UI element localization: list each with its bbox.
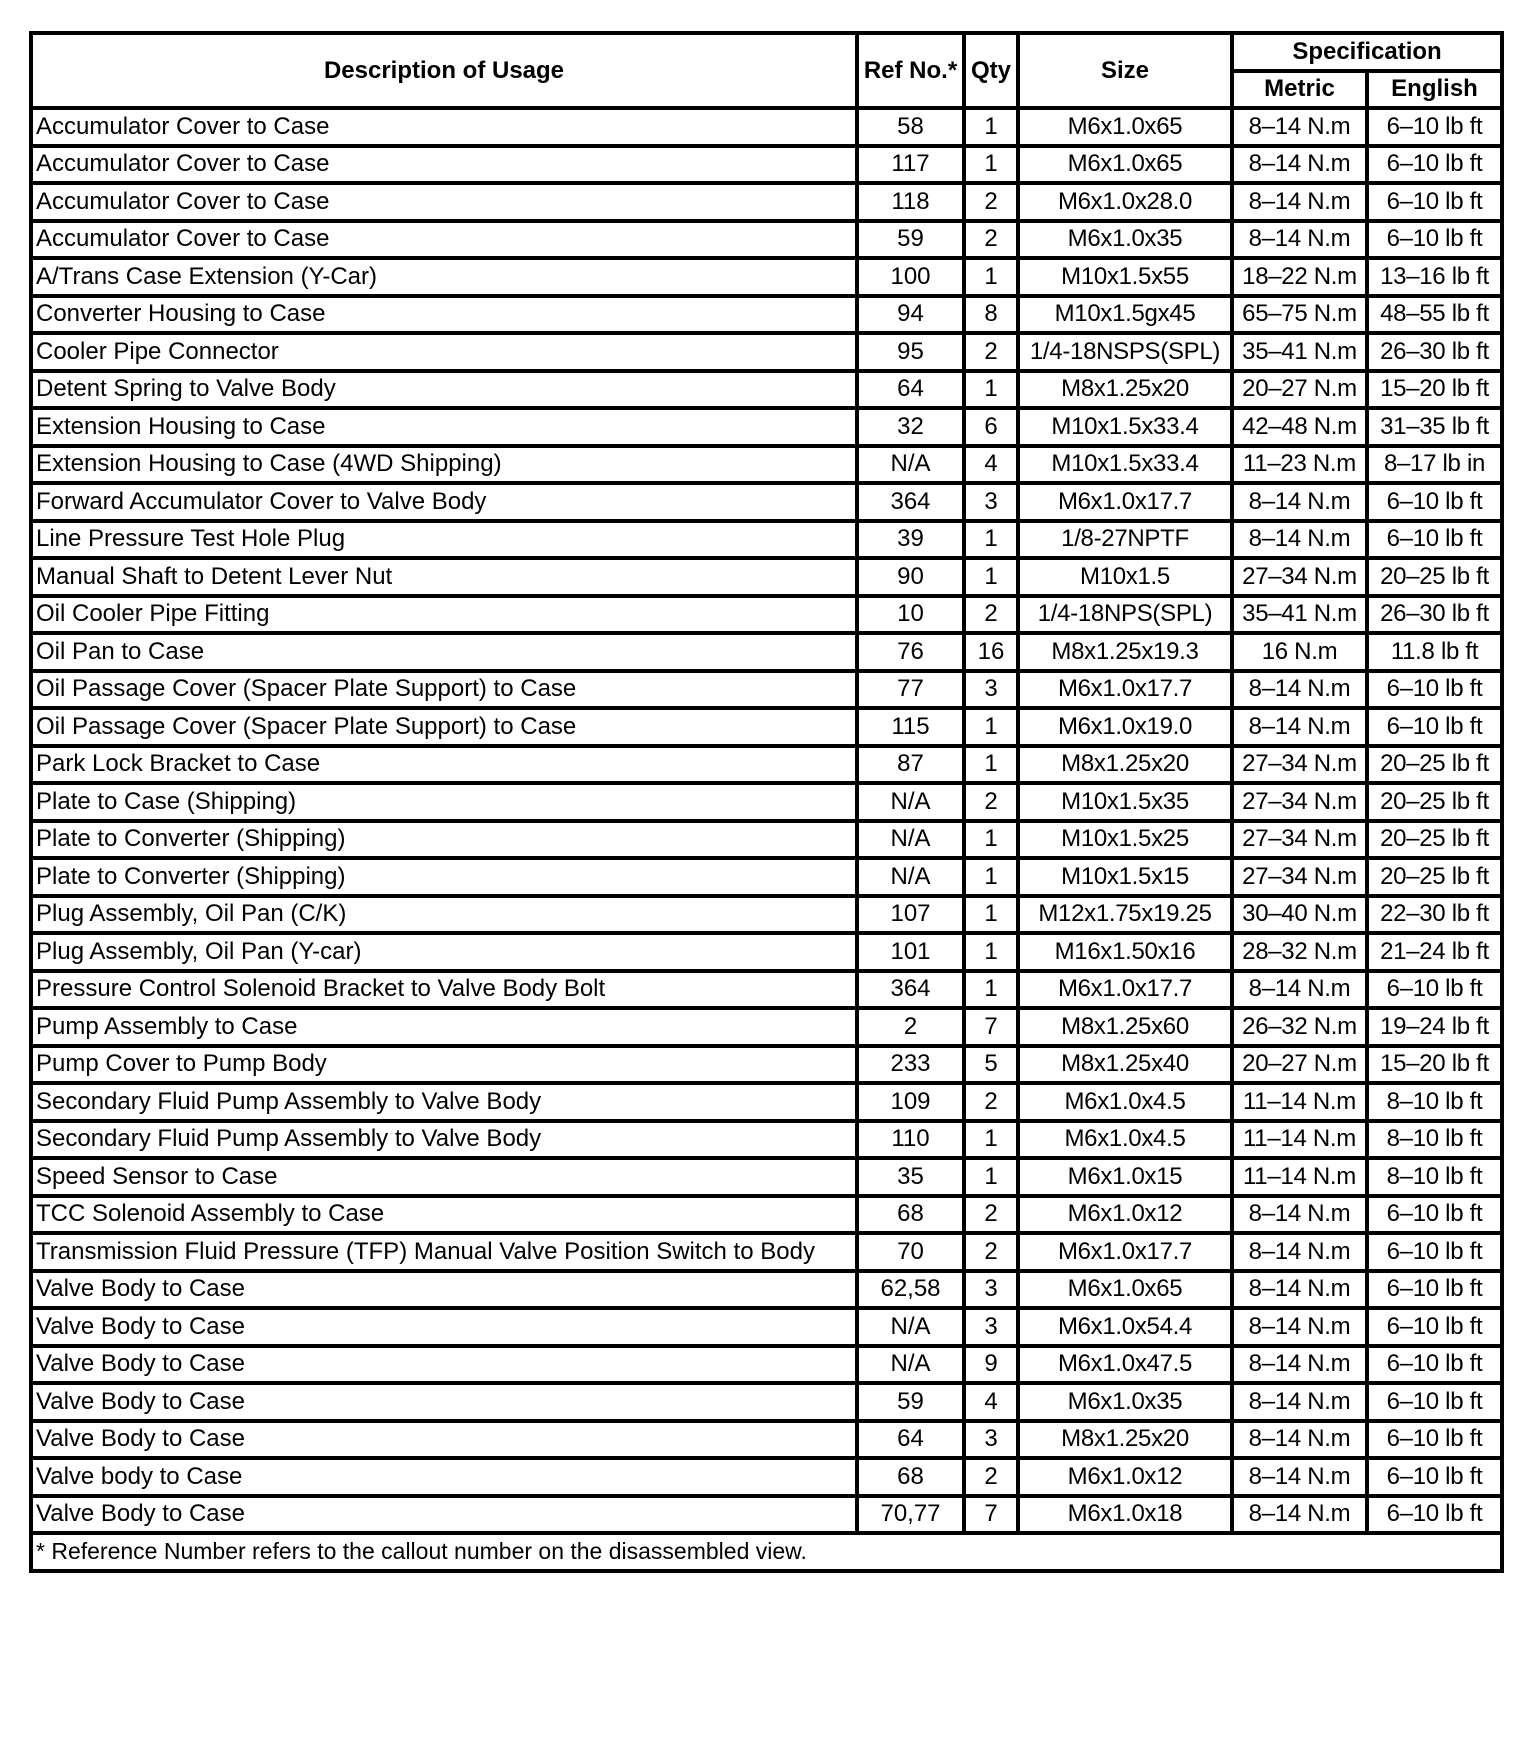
cell-description: Pump Cover to Pump Body	[31, 1046, 857, 1084]
table-row	[31, 1458, 1502, 1496]
cell-size: M8x1.25x20	[1018, 371, 1232, 409]
cell-size: M6x1.0x65	[1018, 146, 1232, 184]
cell-ref-no: 77	[857, 671, 964, 709]
cell-ref-no: 117	[857, 146, 964, 184]
cell-ref-no: 62,58	[857, 1271, 964, 1309]
cell-english: 26–30 lb ft	[1367, 596, 1502, 634]
cell-size: M10x1.5x33.4	[1018, 408, 1232, 446]
cell-metric: 8–14 N.m	[1232, 108, 1367, 146]
cell-english: 8–17 lb in	[1367, 446, 1502, 484]
cell-ref-no: N/A	[857, 1346, 964, 1384]
table-row	[31, 896, 1502, 934]
cell-size: M10x1.5gx45	[1018, 296, 1232, 334]
cell-ref-no: 59	[857, 1383, 964, 1421]
cell-ref-no: N/A	[857, 821, 964, 859]
table-row	[31, 1233, 1502, 1271]
cell-metric: 8–14 N.m	[1232, 1421, 1367, 1459]
table-row	[31, 1383, 1502, 1421]
cell-description: Secondary Fluid Pump Assembly to Valve Body	[31, 1121, 857, 1159]
cell-size: M10x1.5x55	[1018, 258, 1232, 296]
cell-qty: 1	[964, 258, 1018, 296]
cell-qty: 2	[964, 333, 1018, 371]
cell-description: Line Pressure Test Hole Plug	[31, 521, 857, 559]
cell-english: 8–10 lb ft	[1367, 1158, 1502, 1196]
cell-qty: 1	[964, 971, 1018, 1009]
cell-english: 19–24 lb ft	[1367, 1008, 1502, 1046]
cell-ref-no: 2	[857, 1008, 964, 1046]
cell-size: 1/8-27NPTF	[1018, 521, 1232, 559]
cell-ref-no: 87	[857, 746, 964, 784]
cell-metric: 8–14 N.m	[1232, 708, 1367, 746]
table-row	[31, 446, 1502, 484]
cell-qty: 4	[964, 446, 1018, 484]
col-header-metric: Metric	[1232, 71, 1367, 109]
cell-description: Secondary Fluid Pump Assembly to Valve Body	[31, 1083, 857, 1121]
table-row	[31, 146, 1502, 184]
cell-qty: 2	[964, 1196, 1018, 1234]
cell-description: Forward Accumulator Cover to Valve Body	[31, 483, 857, 521]
cell-ref-no: N/A	[857, 446, 964, 484]
table-row	[31, 1121, 1502, 1159]
cell-metric: 30–40 N.m	[1232, 896, 1367, 934]
table-row	[31, 1046, 1502, 1084]
cell-english: 8–10 lb ft	[1367, 1083, 1502, 1121]
cell-size: 1/4-18NSPS(SPL)	[1018, 333, 1232, 371]
cell-qty: 1	[964, 558, 1018, 596]
cell-ref-no: 364	[857, 483, 964, 521]
cell-ref-no: N/A	[857, 1308, 964, 1346]
cell-qty: 2	[964, 1083, 1018, 1121]
cell-qty: 5	[964, 1046, 1018, 1084]
cell-description: Valve Body to Case	[31, 1383, 857, 1421]
cell-size: 1/4-18NPS(SPL)	[1018, 596, 1232, 634]
cell-description: Valve Body to Case	[31, 1308, 857, 1346]
cell-size: M8x1.25x19.3	[1018, 633, 1232, 671]
cell-metric: 20–27 N.m	[1232, 371, 1367, 409]
cell-english: 6–10 lb ft	[1367, 1458, 1502, 1496]
cell-metric: 8–14 N.m	[1232, 1458, 1367, 1496]
cell-qty: 2	[964, 221, 1018, 259]
cell-english: 20–25 lb ft	[1367, 746, 1502, 784]
cell-english: 6–10 lb ft	[1367, 1346, 1502, 1384]
cell-metric: 27–34 N.m	[1232, 821, 1367, 859]
cell-description: Detent Spring to Valve Body	[31, 371, 857, 409]
cell-qty: 9	[964, 1346, 1018, 1384]
cell-metric: 65–75 N.m	[1232, 296, 1367, 334]
cell-qty: 3	[964, 671, 1018, 709]
cell-english: 6–10 lb ft	[1367, 1496, 1502, 1534]
cell-ref-no: N/A	[857, 858, 964, 896]
cell-english: 20–25 lb ft	[1367, 558, 1502, 596]
cell-size: M16x1.50x16	[1018, 933, 1232, 971]
table-row	[31, 483, 1502, 521]
cell-english: 20–25 lb ft	[1367, 821, 1502, 859]
cell-qty: 8	[964, 296, 1018, 334]
cell-ref-no: N/A	[857, 783, 964, 821]
cell-metric: 18–22 N.m	[1232, 258, 1367, 296]
cell-size: M6x1.0x19.0	[1018, 708, 1232, 746]
cell-english: 8–10 lb ft	[1367, 1121, 1502, 1159]
cell-english: 15–20 lb ft	[1367, 1046, 1502, 1084]
cell-qty: 3	[964, 1421, 1018, 1459]
cell-english: 31–35 lb ft	[1367, 408, 1502, 446]
table-row	[31, 1158, 1502, 1196]
cell-english: 20–25 lb ft	[1367, 858, 1502, 896]
cell-english: 6–10 lb ft	[1367, 708, 1502, 746]
cell-ref-no: 59	[857, 221, 964, 259]
cell-metric: 11–14 N.m	[1232, 1121, 1367, 1159]
table-row	[31, 633, 1502, 671]
table-body	[31, 108, 1502, 1533]
cell-ref-no: 233	[857, 1046, 964, 1084]
table-row	[31, 1346, 1502, 1384]
cell-description: Speed Sensor to Case	[31, 1158, 857, 1196]
cell-ref-no: 64	[857, 371, 964, 409]
cell-qty: 1	[964, 708, 1018, 746]
cell-ref-no: 32	[857, 408, 964, 446]
cell-qty: 1	[964, 1121, 1018, 1159]
footnote: * Reference Number refers to the callout number on the disassembled view.	[31, 1533, 1502, 1571]
table-row	[31, 1496, 1502, 1534]
table-row	[31, 1421, 1502, 1459]
table-row	[31, 671, 1502, 709]
cell-size: M6x1.0x28.0	[1018, 183, 1232, 221]
cell-size: M6x1.0x4.5	[1018, 1121, 1232, 1159]
table-row	[31, 708, 1502, 746]
cell-qty: 1	[964, 108, 1018, 146]
cell-size: M6x1.0x35	[1018, 221, 1232, 259]
cell-metric: 11–23 N.m	[1232, 446, 1367, 484]
cell-ref-no: 95	[857, 333, 964, 371]
header-row-1	[31, 33, 1502, 71]
cell-english: 6–10 lb ft	[1367, 971, 1502, 1009]
cell-qty: 3	[964, 1308, 1018, 1346]
cell-english: 21–24 lb ft	[1367, 933, 1502, 971]
cell-qty: 7	[964, 1496, 1018, 1534]
cell-qty: 2	[964, 1458, 1018, 1496]
cell-description: Plug Assembly, Oil Pan (Y-car)	[31, 933, 857, 971]
cell-qty: 4	[964, 1383, 1018, 1421]
table-row	[31, 333, 1502, 371]
cell-ref-no: 10	[857, 596, 964, 634]
cell-english: 6–10 lb ft	[1367, 221, 1502, 259]
cell-english: 6–10 lb ft	[1367, 1233, 1502, 1271]
cell-description: Accumulator Cover to Case	[31, 108, 857, 146]
cell-english: 6–10 lb ft	[1367, 1383, 1502, 1421]
table-footer	[31, 1533, 1502, 1571]
cell-metric: 8–14 N.m	[1232, 1271, 1367, 1309]
col-header-english: English	[1367, 71, 1502, 109]
table-row	[31, 408, 1502, 446]
table-header	[31, 33, 1502, 108]
cell-metric: 42–48 N.m	[1232, 408, 1367, 446]
cell-description: Manual Shaft to Detent Lever Nut	[31, 558, 857, 596]
cell-size: M6x1.0x17.7	[1018, 671, 1232, 709]
cell-ref-no: 76	[857, 633, 964, 671]
cell-qty: 2	[964, 596, 1018, 634]
table-row	[31, 371, 1502, 409]
cell-metric: 8–14 N.m	[1232, 521, 1367, 559]
cell-description: A/Trans Case Extension (Y-Car)	[31, 258, 857, 296]
cell-size: M10x1.5x33.4	[1018, 446, 1232, 484]
cell-metric: 8–14 N.m	[1232, 1233, 1367, 1271]
cell-ref-no: 90	[857, 558, 964, 596]
cell-description: Transmission Fluid Pressure (TFP) Manual Valve Position Switch to Body	[31, 1233, 857, 1271]
cell-description: Pressure Control Solenoid Bracket to Valve Body Bolt	[31, 971, 857, 1009]
cell-metric: 35–41 N.m	[1232, 596, 1367, 634]
table-row	[31, 221, 1502, 259]
cell-metric: 20–27 N.m	[1232, 1046, 1367, 1084]
table-row	[31, 258, 1502, 296]
cell-metric: 27–34 N.m	[1232, 746, 1367, 784]
cell-description: Plate to Converter (Shipping)	[31, 858, 857, 896]
cell-english: 6–10 lb ft	[1367, 671, 1502, 709]
cell-qty: 1	[964, 896, 1018, 934]
cell-ref-no: 68	[857, 1196, 964, 1234]
cell-description: Extension Housing to Case (4WD Shipping)	[31, 446, 857, 484]
cell-qty: 1	[964, 933, 1018, 971]
cell-description: Oil Cooler Pipe Fitting	[31, 596, 857, 634]
cell-qty: 1	[964, 1158, 1018, 1196]
table-row	[31, 558, 1502, 596]
cell-metric: 8–14 N.m	[1232, 1308, 1367, 1346]
col-header-specification: Specification	[1232, 33, 1502, 71]
cell-english: 6–10 lb ft	[1367, 1196, 1502, 1234]
cell-description: Converter Housing to Case	[31, 296, 857, 334]
cell-metric: 16 N.m	[1232, 633, 1367, 671]
torque-spec-table	[29, 31, 1504, 1573]
cell-ref-no: 118	[857, 183, 964, 221]
cell-qty: 3	[964, 1271, 1018, 1309]
cell-size: M6x1.0x12	[1018, 1458, 1232, 1496]
cell-description: Cooler Pipe Connector	[31, 333, 857, 371]
cell-ref-no: 100	[857, 258, 964, 296]
cell-english: 6–10 lb ft	[1367, 183, 1502, 221]
cell-english: 6–10 lb ft	[1367, 521, 1502, 559]
cell-metric: 28–32 N.m	[1232, 933, 1367, 971]
cell-metric: 8–14 N.m	[1232, 483, 1367, 521]
cell-description: Accumulator Cover to Case	[31, 221, 857, 259]
table-row	[31, 521, 1502, 559]
cell-size: M10x1.5x25	[1018, 821, 1232, 859]
cell-ref-no: 70,77	[857, 1496, 964, 1534]
cell-qty: 1	[964, 858, 1018, 896]
cell-description: Oil Passage Cover (Spacer Plate Support) to Case	[31, 708, 857, 746]
table-row	[31, 108, 1502, 146]
cell-description: Plate to Case (Shipping)	[31, 783, 857, 821]
cell-metric: 8–14 N.m	[1232, 971, 1367, 1009]
cell-english: 13–16 lb ft	[1367, 258, 1502, 296]
cell-size: M6x1.0x65	[1018, 108, 1232, 146]
cell-ref-no: 68	[857, 1458, 964, 1496]
table-row	[31, 933, 1502, 971]
cell-description: Valve body to Case	[31, 1458, 857, 1496]
cell-qty: 16	[964, 633, 1018, 671]
cell-qty: 1	[964, 746, 1018, 784]
cell-size: M6x1.0x17.7	[1018, 483, 1232, 521]
cell-description: Valve Body to Case	[31, 1421, 857, 1459]
cell-size: M8x1.25x40	[1018, 1046, 1232, 1084]
cell-ref-no: 64	[857, 1421, 964, 1459]
cell-size: M6x1.0x47.5	[1018, 1346, 1232, 1384]
cell-ref-no: 109	[857, 1083, 964, 1121]
cell-metric: 8–14 N.m	[1232, 1346, 1367, 1384]
cell-metric: 27–34 N.m	[1232, 558, 1367, 596]
cell-qty: 1	[964, 521, 1018, 559]
cell-size: M6x1.0x35	[1018, 1383, 1232, 1421]
table-row	[31, 1196, 1502, 1234]
table-row	[31, 1308, 1502, 1346]
cell-size: M10x1.5x15	[1018, 858, 1232, 896]
cell-english: 48–55 lb ft	[1367, 296, 1502, 334]
table-row	[31, 1008, 1502, 1046]
cell-description: Oil Pan to Case	[31, 633, 857, 671]
cell-metric: 8–14 N.m	[1232, 671, 1367, 709]
footnote-row	[31, 1533, 1502, 1571]
cell-description: Park Lock Bracket to Case	[31, 746, 857, 784]
cell-size: M6x1.0x17.7	[1018, 971, 1232, 1009]
col-header-size: Size	[1018, 33, 1232, 108]
cell-metric: 8–14 N.m	[1232, 1496, 1367, 1534]
cell-qty: 1	[964, 821, 1018, 859]
cell-metric: 11–14 N.m	[1232, 1158, 1367, 1196]
cell-metric: 8–14 N.m	[1232, 183, 1367, 221]
cell-description: Plate to Converter (Shipping)	[31, 821, 857, 859]
cell-size: M6x1.0x4.5	[1018, 1083, 1232, 1121]
cell-metric: 8–14 N.m	[1232, 146, 1367, 184]
cell-description: Oil Passage Cover (Spacer Plate Support) to Case	[31, 671, 857, 709]
cell-english: 6–10 lb ft	[1367, 146, 1502, 184]
cell-ref-no: 70	[857, 1233, 964, 1271]
cell-description: Valve Body to Case	[31, 1346, 857, 1384]
cell-description: Pump Assembly to Case	[31, 1008, 857, 1046]
cell-size: M8x1.25x20	[1018, 1421, 1232, 1459]
cell-english: 6–10 lb ft	[1367, 108, 1502, 146]
cell-qty: 2	[964, 783, 1018, 821]
cell-size: M6x1.0x15	[1018, 1158, 1232, 1196]
table-row	[31, 746, 1502, 784]
cell-ref-no: 39	[857, 521, 964, 559]
col-header-description: Description of Usage	[31, 33, 857, 108]
cell-qty: 2	[964, 183, 1018, 221]
cell-size: M10x1.5x35	[1018, 783, 1232, 821]
cell-size: M6x1.0x12	[1018, 1196, 1232, 1234]
cell-ref-no: 364	[857, 971, 964, 1009]
cell-metric: 26–32 N.m	[1232, 1008, 1367, 1046]
cell-metric: 11–14 N.m	[1232, 1083, 1367, 1121]
cell-size: M6x1.0x18	[1018, 1496, 1232, 1534]
cell-ref-no: 94	[857, 296, 964, 334]
cell-qty: 6	[964, 408, 1018, 446]
cell-ref-no: 107	[857, 896, 964, 934]
cell-metric: 8–14 N.m	[1232, 1196, 1367, 1234]
cell-qty: 1	[964, 371, 1018, 409]
cell-size: M10x1.5	[1018, 558, 1232, 596]
cell-size: M12x1.75x19.25	[1018, 896, 1232, 934]
cell-metric: 35–41 N.m	[1232, 333, 1367, 371]
table-row	[31, 858, 1502, 896]
col-header-ref-no: Ref No.*	[857, 33, 964, 108]
table-row	[31, 783, 1502, 821]
cell-english: 20–25 lb ft	[1367, 783, 1502, 821]
table-row	[31, 971, 1502, 1009]
cell-ref-no: 58	[857, 108, 964, 146]
cell-size: M6x1.0x17.7	[1018, 1233, 1232, 1271]
cell-english: 6–10 lb ft	[1367, 483, 1502, 521]
cell-english: 22–30 lb ft	[1367, 896, 1502, 934]
cell-description: Valve Body to Case	[31, 1271, 857, 1309]
cell-ref-no: 35	[857, 1158, 964, 1196]
table-row	[31, 296, 1502, 334]
table-row	[31, 596, 1502, 634]
cell-english: 6–10 lb ft	[1367, 1271, 1502, 1309]
cell-description: Plug Assembly, Oil Pan (C/K)	[31, 896, 857, 934]
cell-metric: 8–14 N.m	[1232, 1383, 1367, 1421]
col-header-qty: Qty	[964, 33, 1018, 108]
cell-description: Valve Body to Case	[31, 1496, 857, 1534]
table-row	[31, 821, 1502, 859]
cell-english: 6–10 lb ft	[1367, 1421, 1502, 1459]
cell-description: Accumulator Cover to Case	[31, 183, 857, 221]
cell-size: M8x1.25x60	[1018, 1008, 1232, 1046]
cell-english: 26–30 lb ft	[1367, 333, 1502, 371]
cell-ref-no: 101	[857, 933, 964, 971]
cell-qty: 3	[964, 483, 1018, 521]
cell-metric: 27–34 N.m	[1232, 783, 1367, 821]
cell-qty: 2	[964, 1233, 1018, 1271]
table-row	[31, 1271, 1502, 1309]
cell-ref-no: 115	[857, 708, 964, 746]
cell-english: 15–20 lb ft	[1367, 371, 1502, 409]
cell-metric: 27–34 N.m	[1232, 858, 1367, 896]
cell-ref-no: 110	[857, 1121, 964, 1159]
cell-english: 6–10 lb ft	[1367, 1308, 1502, 1346]
cell-metric: 8–14 N.m	[1232, 221, 1367, 259]
cell-size: M6x1.0x54.4	[1018, 1308, 1232, 1346]
cell-size: M6x1.0x65	[1018, 1271, 1232, 1309]
table-row	[31, 183, 1502, 221]
cell-description: Accumulator Cover to Case	[31, 146, 857, 184]
cell-english: 11.8 lb ft	[1367, 633, 1502, 671]
table-row	[31, 1083, 1502, 1121]
cell-qty: 1	[964, 146, 1018, 184]
cell-qty: 7	[964, 1008, 1018, 1046]
cell-description: TCC Solenoid Assembly to Case	[31, 1196, 857, 1234]
cell-size: M8x1.25x20	[1018, 746, 1232, 784]
cell-description: Extension Housing to Case	[31, 408, 857, 446]
